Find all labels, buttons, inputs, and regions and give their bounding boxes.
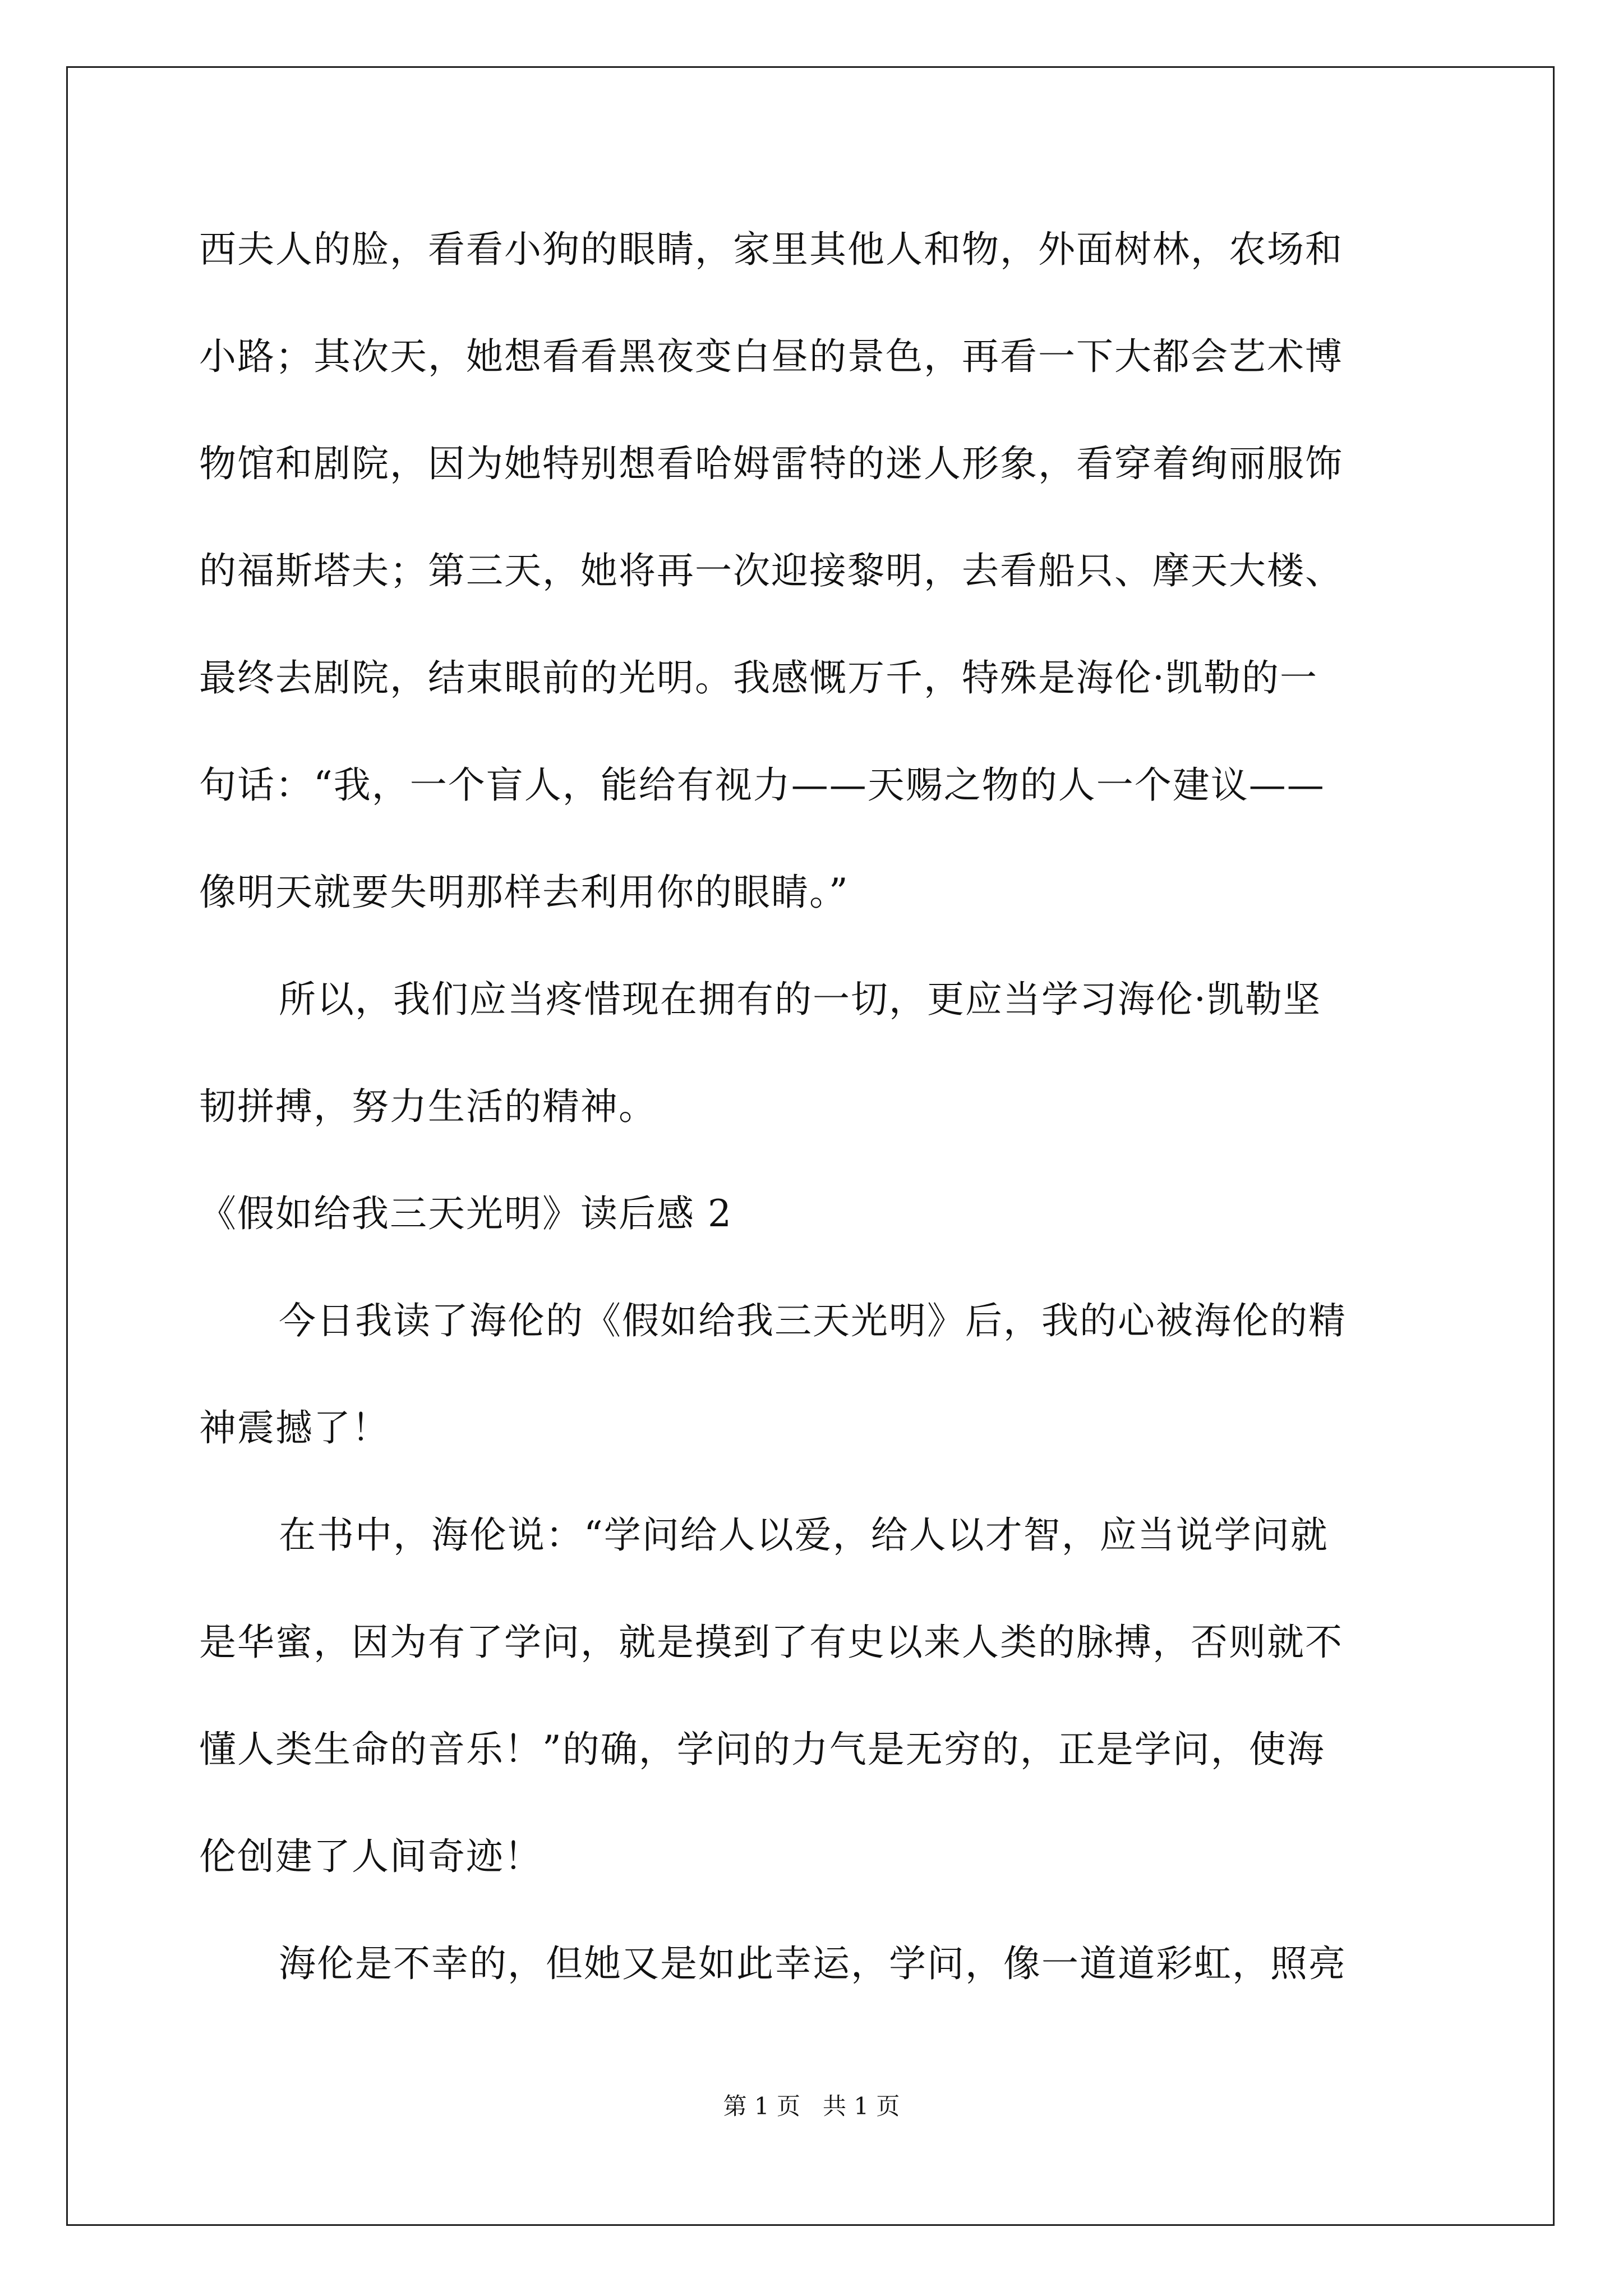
- text-line: 的福斯塔夫；第三天，她将再一次迎接黎明，去看船只、摩天大楼、: [199, 549, 1343, 592]
- page-number: 第 1 页: [723, 2092, 800, 2120]
- page-border: [66, 66, 1555, 2226]
- page-footer: [0, 2092, 1623, 2120]
- text-line: 最终去剧院，结束眼前的光明。我感慨万千，特殊是海伦·凯勒的一: [199, 656, 1318, 700]
- text-line: 小路；其次天，她想看看黑夜变白昼的景色，再看一下大都会艺术博: [199, 335, 1343, 378]
- page-total: 共 1 页: [823, 2092, 900, 2120]
- text-line: 伦创建了人间奇迹！: [199, 1835, 542, 1878]
- text-line: 韧拼搏，努力生活的精神。: [199, 1085, 657, 1128]
- text-line: 在书中，海伦说：“学问给人以爱，给人以才智，应当说学问就: [279, 1513, 1329, 1557]
- text-line: 句话：“我，一个盲人，能给有视力——天赐之物的人一个建议——: [199, 763, 1325, 807]
- text-line: 懂人类生命的音乐！”的确，学问的力气是无穷的，正是学问，使海: [199, 1728, 1325, 1771]
- text-line: 像明天就要失明那样去利用你的眼睛。”: [199, 871, 849, 914]
- text-line: 海伦是不幸的，但她又是如此幸运，学问，像一道道彩虹，照亮: [279, 1942, 1347, 1985]
- text-line: 是华蜜，因为有了学问，就是摸到了有史以来人类的脉搏，否则就不: [199, 1621, 1343, 1664]
- section-heading: 《假如给我三天光明》读后感 2: [199, 1192, 732, 1235]
- text-line: 神震撼了！: [199, 1406, 390, 1450]
- text-line: 西夫人的脸，看看小狗的眼睛，家里其他人和物，外面树林，农场和: [199, 228, 1343, 271]
- text-line: 物馆和剧院，因为她特别想看哈姆雷特的迷人形象，看穿着绚丽服饰: [199, 442, 1343, 485]
- text-line: 今日我读了海伦的《假如给我三天光明》后，我的心被海伦的精: [279, 1299, 1347, 1342]
- text-line: 所以，我们应当疼惜现在拥有的一切，更应当学习海伦·凯勒坚: [279, 978, 1321, 1021]
